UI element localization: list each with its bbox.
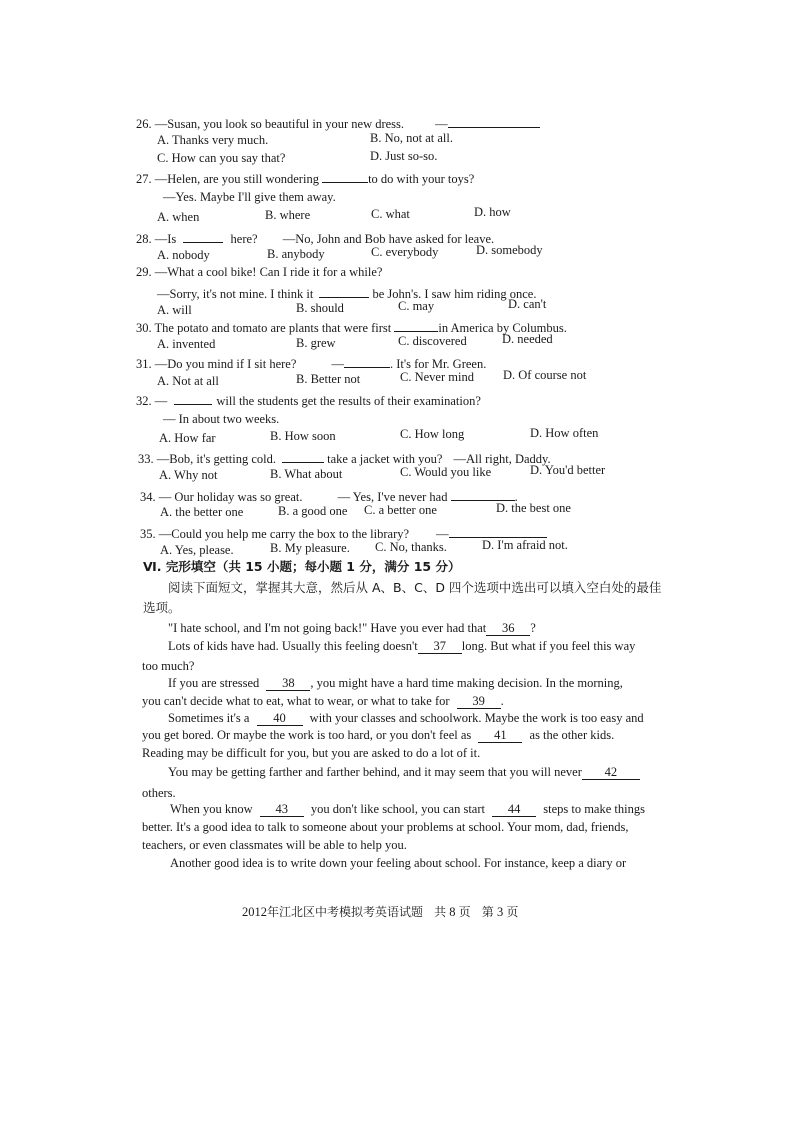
question-26-stem: 26. —Susan, you look so beautiful in your new dress. — <box>136 115 540 131</box>
page-footer: 2012年江北区中考模拟考英语试题 共 8 页 第 3 页 <box>242 905 519 919</box>
answer-blank[interactable] <box>449 525 547 538</box>
option-b[interactable]: B. anybody <box>267 247 325 261</box>
cloze-blank-38[interactable]: 38 <box>266 677 310 691</box>
passage-line: too much? <box>142 659 195 673</box>
cloze-blank-36[interactable]: 36 <box>486 622 530 636</box>
option-c[interactable]: C. How long <box>400 427 465 441</box>
option-d[interactable]: D. the best one <box>496 501 571 515</box>
question-30-stem: 30. The potato and tomato are plants that were first in America by Columbus. <box>136 321 567 335</box>
passage-line: you get bored. Or maybe the work is too hard, or you don't feel as 41 as the other kids. <box>142 728 615 742</box>
option-a[interactable]: A. the better one <box>160 505 244 519</box>
option-a[interactable]: A. when <box>157 210 200 224</box>
answer-blank[interactable] <box>451 488 515 501</box>
passage-line: "I hate school, and I'm not going back!" Have you ever had that 36 ? <box>168 621 536 635</box>
option-c[interactable]: C. No, thanks. <box>375 540 447 554</box>
answer-blank[interactable] <box>344 355 390 368</box>
question-29-stem: 29. —What a cool bike! Can I ride it for a while? <box>136 265 383 279</box>
option-c[interactable]: C. everybody <box>371 245 439 259</box>
option-d[interactable]: D. I'm afraid not. <box>482 538 568 552</box>
option-b[interactable]: B. How soon <box>270 429 336 443</box>
cloze-blank-44[interactable]: 44 <box>492 803 536 817</box>
passage-line: better. It's a good idea to talk to someone about your problems at school. Your mom, dad, friends, <box>142 820 629 834</box>
cloze-blank-40[interactable]: 40 <box>257 712 303 726</box>
answer-blank[interactable] <box>319 285 369 298</box>
option-c[interactable]: C. a better one <box>364 503 437 517</box>
question-27-stem: 27. —Helen, are you still wondering to do with your toys? <box>136 172 475 186</box>
answer-blank[interactable] <box>174 392 212 405</box>
option-a[interactable]: A. Thanks very much. <box>157 133 269 147</box>
answer-blank[interactable] <box>282 450 324 463</box>
option-b[interactable]: B. Better not <box>296 372 361 386</box>
section-instruction-cont: 选项。 <box>143 600 181 615</box>
option-a[interactable]: A. Not at all <box>157 374 219 388</box>
option-d[interactable]: D. needed <box>502 332 553 346</box>
option-c[interactable]: C. what <box>371 207 410 221</box>
question-29-reply: —Sorry, it's not mine. I think it be John's. I saw him riding once. <box>157 287 537 301</box>
option-a[interactable]: A. nobody <box>157 248 210 262</box>
question-32-stem: 32. — will the students get the results of their examination? <box>136 394 481 408</box>
option-c[interactable]: C. How can you say that? <box>157 151 286 165</box>
section-instruction: 阅读下面短文，掌握其大意，然后从 A、B、C、D 四个选项中选出可以填入空白处的最佳 <box>168 580 662 595</box>
passage-line: you can't decide what to eat, what to wear, or what to take for 39 . <box>142 694 504 708</box>
cloze-blank-42[interactable]: 42 <box>582 766 640 780</box>
passage-line: others. <box>142 786 176 800</box>
question-32-reply: — In about two weeks. <box>163 412 280 426</box>
option-d[interactable]: D. how <box>474 205 511 219</box>
option-a[interactable]: A. invented <box>157 337 216 351</box>
question-31-stem: 31. —Do you mind if I sit here? — . It's for Mr. Green. <box>136 357 487 371</box>
cloze-blank-41[interactable]: 41 <box>478 729 522 743</box>
section-title: Ⅵ. 完形填空（共 15 小题；每小题 1 分，满分 15 分） <box>143 559 461 574</box>
passage-line: Lots of kids have had. Usually this feeling doesn't 37 long. But what if you feel this way <box>168 639 636 653</box>
question-33-stem: 33. —Bob, it's getting cold. take a jacket with you? —All right, Daddy. <box>138 452 551 466</box>
passage-line: Reading may be difficult for you, but you are asked to do a lot of it. <box>142 746 481 760</box>
option-d[interactable]: D. You'd better <box>530 463 606 477</box>
option-c[interactable]: C. may <box>398 299 435 313</box>
answer-blank[interactable] <box>183 230 223 243</box>
option-d[interactable]: D. can't <box>508 297 547 311</box>
question-34-stem: 34. — Our holiday was so great. — Yes, I've never had . <box>140 490 518 504</box>
option-d[interactable]: D. Of course not <box>503 368 587 382</box>
cloze-blank-39[interactable]: 39 <box>457 695 501 709</box>
option-d[interactable]: D. How often <box>530 426 599 440</box>
option-a[interactable]: A. How far <box>159 431 216 445</box>
passage-line: Another good idea is to write down your feeling about school. For instance, keep a diary or <box>170 856 627 870</box>
answer-blank[interactable] <box>394 319 438 332</box>
answer-blank[interactable] <box>448 115 540 128</box>
passage-line: If you are stressed 38 , you might have a hard time making decision. In the morning, <box>168 676 623 690</box>
option-b[interactable]: B. should <box>296 301 344 315</box>
passage-line: When you know 43 you don't like school, you can start 44 steps to make things <box>170 802 645 816</box>
option-b[interactable]: B. What about <box>270 467 343 481</box>
option-b[interactable]: B. No, not at all. <box>370 131 453 145</box>
option-b[interactable]: B. a good one <box>278 504 348 518</box>
passage-line: teachers, or even classmates will be able to help you. <box>142 838 407 852</box>
option-b[interactable]: B. where <box>265 208 311 222</box>
option-b[interactable]: B. My pleasure. <box>270 541 350 555</box>
option-c[interactable]: C. discovered <box>398 334 467 348</box>
passage-line: Sometimes it's a 40 with your classes and schoolwork. Maybe the work is too easy and <box>168 711 644 725</box>
cloze-blank-43[interactable]: 43 <box>260 803 304 817</box>
option-c[interactable]: C. Never mind <box>400 370 474 384</box>
option-a[interactable]: A. Why not <box>159 468 218 482</box>
answer-blank[interactable] <box>322 170 368 183</box>
option-c[interactable]: C. Would you like <box>400 465 492 479</box>
option-a[interactable]: A. will <box>157 303 192 317</box>
option-d[interactable]: D. Just so-so. <box>370 149 438 163</box>
question-28-stem: 28. —Is here? —No, John and Bob have asked for leave. <box>136 232 495 246</box>
question-27-reply: —Yes. Maybe I'll give them away. <box>163 190 336 204</box>
question-35-stem: 35. —Could you help me carry the box to the library? — <box>140 525 547 541</box>
passage-line: You may be getting farther and farther behind, and it may seem that you will never 42 <box>168 766 640 780</box>
option-a[interactable]: A. Yes, please. <box>160 543 234 557</box>
cloze-blank-37[interactable]: 37 <box>418 640 462 654</box>
option-d[interactable]: D. somebody <box>476 243 543 257</box>
option-b[interactable]: B. grew <box>296 336 336 350</box>
